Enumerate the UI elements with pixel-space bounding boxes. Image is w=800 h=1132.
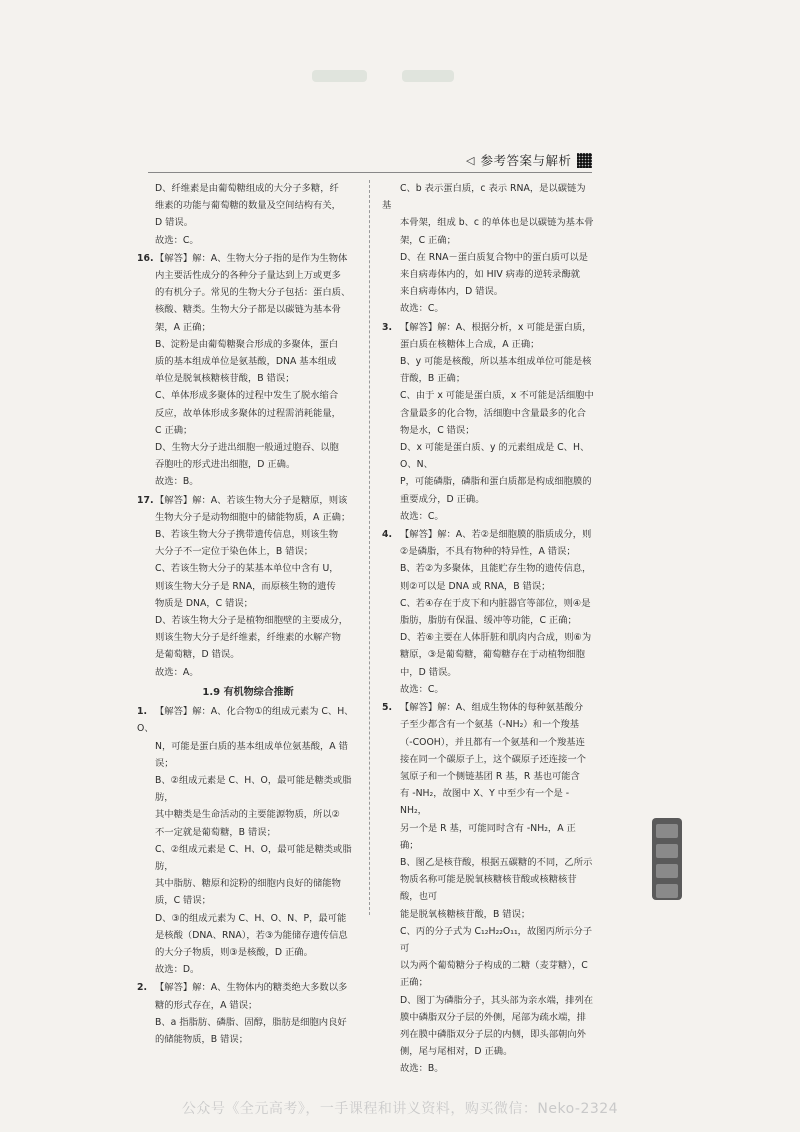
answer-line xyxy=(137,422,359,439)
answer-text: 物质是 DNA，C 错误； xyxy=(155,597,253,609)
header-rule xyxy=(148,172,592,173)
answer-text: D、③的组成元素为 C、H、O、N、P，最可能 xyxy=(155,912,347,924)
answer-line xyxy=(382,353,594,370)
answer-line xyxy=(137,232,359,249)
answer-line xyxy=(137,997,359,1014)
answer-text: 单位是脱氧核糖核苷酸，B 错误； xyxy=(155,373,295,385)
answer-text: 能是脱氧核糖核苷酸，B 错误； xyxy=(400,908,531,920)
answer-line xyxy=(382,957,594,974)
answer-line xyxy=(137,560,359,577)
answer-entry xyxy=(382,180,594,318)
answer-text: 物是水，C 错误； xyxy=(400,424,475,436)
answer-text: 列在膜中磷脂双分子层的内侧，即头部朝向外 xyxy=(400,1028,586,1040)
answer-line xyxy=(382,266,594,283)
header-title: 参考答案与解析 xyxy=(480,153,572,168)
answer-text: D、x 可能是蛋白质、y 的元素组成是 C、H、O、N、 xyxy=(400,442,590,471)
answer-text: 蛋白质在核糖体上合成，A 正确； xyxy=(400,338,540,350)
answer-text: D、图丁为磷脂分子，其头部为亲水端，排列在 xyxy=(400,994,594,1006)
answer-line xyxy=(382,473,594,490)
answer-line xyxy=(382,681,594,698)
answer-line xyxy=(137,595,359,612)
answer-line xyxy=(137,612,359,629)
answer-line xyxy=(382,923,594,957)
answer-text: 维素的功能与葡萄糖的数量及空间结构有关， xyxy=(155,200,341,212)
answer-text: P，可能磷脂，磷脂和蛋白质都是构成细胞膜的 xyxy=(400,476,592,488)
answer-entry xyxy=(382,319,594,525)
answer-entry xyxy=(382,699,594,1077)
answer-line xyxy=(137,336,359,353)
watermark-footer: 公众号《全元高考》，一手课程和讲义资料，购买微信：Neko-2324 xyxy=(181,1101,619,1117)
answer-line xyxy=(382,871,594,905)
answer-line xyxy=(137,1014,359,1031)
answer-text: D、在 RNA－蛋白质复合物中的蛋白质可以是 xyxy=(400,251,588,263)
answer-line xyxy=(382,646,594,663)
answer-text: 【解答】解：A、若②是细胞膜的脂质成分，则 xyxy=(400,529,592,541)
answer-text: 【解答】解：A、组成生物体的每种氨基酸分 xyxy=(400,702,584,714)
answer-line xyxy=(382,319,594,336)
answer-text: （-COOH），并且都有一个氨基和一个羧基连 xyxy=(400,736,585,748)
answer-line xyxy=(382,283,594,300)
answer-line xyxy=(382,1060,594,1077)
answer-text: 来自病毒体内，D 错误。 xyxy=(400,286,504,298)
answer-text: B、若②为多聚体，且能贮存生物的遗传信息， xyxy=(400,563,592,575)
answer-line xyxy=(137,267,359,284)
triangle-left-icon: ◁ xyxy=(466,153,475,167)
answer-text: 脂肪，脂肪有保温、缓冲等功能，C 正确； xyxy=(400,615,577,627)
answer-text: 故选：B。 xyxy=(155,476,199,488)
question-number: 5. xyxy=(382,702,393,714)
answer-line xyxy=(137,1031,359,1048)
answer-line xyxy=(382,1026,594,1043)
answer-line xyxy=(382,595,594,612)
answer-text: 重要成分，D 正确。 xyxy=(400,493,485,505)
answer-text: 核酸、糖类。生物大分子都是以碳链为基本骨 xyxy=(155,304,341,316)
answer-text: 大分子不一定位于染色体上，B 错误； xyxy=(155,546,314,558)
answer-text: 【解答】解：A、若该生物大分子是糖原，则该 xyxy=(155,494,348,506)
answer-line xyxy=(382,526,594,543)
answer-line xyxy=(382,422,594,439)
answer-line xyxy=(382,820,594,854)
answer-text: 是葡萄糖，D 错误。 xyxy=(155,649,240,661)
answer-text: B、图乙是核苷酸，根据五碳糖的不同，乙所示 xyxy=(400,856,593,868)
answer-text: C、由于 x 可能是蛋白质，x 不可能是活细胞中 xyxy=(400,390,594,402)
answer-line xyxy=(137,841,359,875)
answer-entry xyxy=(137,979,359,1048)
answer-text: 则②可以是 DNA 或 RNA，B 错误； xyxy=(400,580,551,592)
answer-line xyxy=(382,974,594,991)
answer-text: 正确； xyxy=(400,977,428,989)
answer-line xyxy=(137,526,359,543)
answer-text: 故选：C。 xyxy=(155,234,199,246)
answer-line xyxy=(137,578,359,595)
answer-line xyxy=(137,301,359,318)
answer-line xyxy=(382,405,594,422)
answer-text: 【解答】解：A、化合物①的组成元素为 C、H、O、 xyxy=(137,706,354,735)
answer-line xyxy=(137,284,359,301)
answer-text: 故选：A。 xyxy=(155,666,199,678)
answer-text: 吞胞吐的形式进出细胞，D 正确。 xyxy=(155,459,296,471)
answer-line xyxy=(137,806,359,823)
answer-text: C、丙的分子式为 C₁₂H₂₂O₁₁，故图丙所示分子可 xyxy=(400,925,593,954)
answer-text: 反应，故单体形成多聚体的过程需消耗能量， xyxy=(155,407,341,419)
answer-text: 内主要活性成分的各种分子量达到上万或更多 xyxy=(155,270,341,282)
answer-text: C、②组成元素是 C、H、O，最可能是糖类或脂肪， xyxy=(155,843,352,872)
answer-text: D 错误。 xyxy=(155,217,194,229)
page-header xyxy=(466,152,592,168)
answer-text: 膜中磷脂双分子层的外侧，尾部为疏水端，排 xyxy=(400,1011,586,1023)
answer-text: B、淀粉是由葡萄糖聚合形成的多聚体，蛋白 xyxy=(155,338,339,350)
answer-line xyxy=(137,473,359,490)
answer-line xyxy=(137,927,359,944)
question-number: 1. xyxy=(137,706,148,718)
answer-line xyxy=(137,180,359,197)
answer-text: 则该生物大分子是纤维素，纤维素的水解产物 xyxy=(155,632,341,644)
answer-line xyxy=(382,232,594,249)
answer-text: 本骨架，组成 b、c 的单体也是以碳链为基本骨 xyxy=(400,217,594,229)
answer-text: 架，C 正确； xyxy=(400,234,456,246)
answer-line xyxy=(137,387,359,404)
left-column xyxy=(137,180,359,1049)
answer-line xyxy=(137,664,359,681)
answer-line xyxy=(382,768,594,785)
answer-line xyxy=(382,439,594,473)
answer-line xyxy=(382,543,594,560)
answer-line xyxy=(382,370,594,387)
answer-line xyxy=(382,1009,594,1026)
question-number: 17. xyxy=(137,494,154,506)
answer-text: 的有机分子。常见的生物大分子包括：蛋白质、 xyxy=(155,287,351,299)
answer-line xyxy=(137,961,359,978)
answer-text: 质的基本组成单位是氨基酸，DNA 基本组成 xyxy=(155,356,337,368)
answer-line xyxy=(382,629,594,646)
answer-line xyxy=(382,336,594,353)
answer-text: 【解答】解：A、根据分析，x 可能是蛋白质， xyxy=(400,321,592,333)
answer-line xyxy=(137,405,359,422)
answer-entry xyxy=(137,250,359,491)
answer-line xyxy=(382,734,594,751)
answer-text: 糖的形式存在，A 错误； xyxy=(155,999,258,1011)
answer-text: 质，C 错误； xyxy=(155,895,211,907)
answer-text: 故选：D。 xyxy=(155,964,200,976)
answer-text: 不一定就是葡萄糖，B 错误； xyxy=(155,826,276,838)
section-title: 1.9 有机物综合推断 xyxy=(202,686,294,698)
answer-text: B、②组成元素是 C、H、O，最可能是糖类或脂肪， xyxy=(155,774,352,804)
answer-line xyxy=(137,197,359,214)
answer-text: 的储能物质，B 错误； xyxy=(155,1033,249,1045)
answer-text: 糖原，③是葡萄糖，葡萄糖存在于动植物细胞 xyxy=(400,649,585,661)
answer-line xyxy=(382,699,594,716)
answer-text: 含量最多的化合物，活细胞中含量最多的化合 xyxy=(400,407,586,419)
answer-line xyxy=(382,854,594,871)
answer-line xyxy=(382,785,594,819)
answer-line xyxy=(137,370,359,387)
answer-line xyxy=(137,703,359,737)
answer-text: D、若⑥主要在人体肝脏和肌肉内合成，则⑥为 xyxy=(400,632,592,644)
answer-text: B、y 可能是核酸，所以基本组成单位可能是核 xyxy=(400,356,592,368)
answer-line xyxy=(137,629,359,646)
answer-line xyxy=(137,824,359,841)
question-number: 2. xyxy=(137,982,148,994)
answer-text: 有 -NH₂，故图中 X、Y 中至少有一个是 -NH₂， xyxy=(400,788,570,817)
answer-line xyxy=(137,944,359,961)
answer-text: 苷酸，B 正确； xyxy=(400,373,466,385)
answer-text: B、a 指脂肪、磷脂、固醇，脂肪是细胞内良好 xyxy=(155,1016,347,1028)
answer-text: B、若该生物大分子携带遗传信息，则该生物 xyxy=(155,529,339,541)
answer-line xyxy=(382,751,594,768)
answer-line xyxy=(382,1043,594,1060)
answer-line xyxy=(137,250,359,267)
answer-line xyxy=(382,214,594,231)
question-number: 4. xyxy=(382,529,393,541)
answer-line xyxy=(137,543,359,560)
answer-text: 其中糖类是生命活动的主要能源物质，所以② xyxy=(155,809,340,821)
answer-line xyxy=(382,992,594,1009)
answer-line xyxy=(382,508,594,525)
answer-text: 中，D 错误。 xyxy=(400,666,457,678)
answer-text: 是核酸（DNA、RNA），若③为能储存遗传信息 xyxy=(155,929,348,941)
answer-text: 物质名称可能是脱氧核糖核苷酸或核糖核苷酸，也可 xyxy=(400,874,577,903)
answer-text: 接在同一个碳原子上，这个碳原子还连接一个 xyxy=(400,753,586,765)
answer-text: 的大分子物质，则③是核酸，D 正确。 xyxy=(155,946,313,958)
answer-entry xyxy=(137,180,359,249)
answer-line xyxy=(382,300,594,317)
answer-text: N，可能是蛋白质的基本组成单位氨基酸，A 错误； xyxy=(155,740,348,769)
scan-bleed-mark-left xyxy=(312,70,367,82)
answer-line xyxy=(382,387,594,404)
answer-line xyxy=(382,560,594,577)
answer-line xyxy=(137,910,359,927)
answer-line xyxy=(382,180,594,214)
answer-line xyxy=(137,875,359,892)
answer-text: 【解答】解：A、生物体内的糖类绝大多数以多 xyxy=(155,982,348,994)
answer-text: 侧，尾与尾相对，D 正确。 xyxy=(400,1046,513,1058)
answer-line xyxy=(137,772,359,806)
answer-text: 则该生物大分子是 RNA，而原核生物的遗传 xyxy=(155,580,336,592)
answer-entry xyxy=(382,526,594,698)
answer-text: 故选：C。 xyxy=(400,303,444,315)
answer-line xyxy=(382,249,594,266)
column-divider xyxy=(369,180,370,915)
answer-text: 故选：C。 xyxy=(400,683,444,695)
answer-text: 另一个是 R 基，可能同时含有 -NH₂，A 正确； xyxy=(400,822,576,851)
answer-line xyxy=(137,456,359,473)
answer-line xyxy=(382,578,594,595)
answer-text: C、b 表示蛋白质，c 表示 RNA，是以碳链为基 xyxy=(382,183,586,212)
answer-line xyxy=(137,892,359,909)
qr-code-icon xyxy=(577,153,592,168)
answer-text: C、若该生物大分子的某基本单位中含有 U， xyxy=(155,563,339,575)
answer-text: C 正确； xyxy=(155,424,193,436)
answer-entry xyxy=(137,703,359,978)
answer-line xyxy=(137,319,359,336)
answer-text: 生物大分子是动物细胞中的储能物质，A 正确； xyxy=(155,511,351,523)
answer-text: D、生物大分子进出细胞一般通过胞吞、以胞 xyxy=(155,442,339,454)
answer-line xyxy=(137,509,359,526)
answer-line xyxy=(382,612,594,629)
answer-text: ②是磷脂，不具有物种的特异性，A 错误； xyxy=(400,546,576,558)
answer-line xyxy=(137,492,359,509)
answer-line xyxy=(382,491,594,508)
answer-text: 以为两个葡萄糖分子构成的二糖（麦芽糖），C xyxy=(400,960,588,972)
scan-bleed-mark-right xyxy=(402,70,454,82)
answer-line xyxy=(137,214,359,231)
chapter-edge-tab xyxy=(652,818,682,900)
answer-line xyxy=(137,439,359,456)
answer-line xyxy=(137,979,359,996)
answer-line xyxy=(382,716,594,733)
answer-line xyxy=(137,353,359,370)
answer-text: C、单体形成多聚体的过程中发生了脱水缩合 xyxy=(155,390,339,402)
question-number: 3. xyxy=(382,321,393,333)
answer-line xyxy=(137,738,359,772)
answer-text: 架，A 正确； xyxy=(155,321,211,333)
answer-text: 其中脂肪、糖原和淀粉的细胞内良好的储能物 xyxy=(155,878,341,890)
answer-text: 来自病毒体内的，如 HIV 病毒的逆转录酶就 xyxy=(400,269,581,281)
answer-text: 故选：C。 xyxy=(400,510,444,522)
answer-text: D、若该生物大分子是植物细胞壁的主要成分， xyxy=(155,615,349,627)
answer-text: C、若④存在于皮下和内脏器官等部位，则④是 xyxy=(400,597,591,609)
answer-entry xyxy=(137,492,359,681)
answer-text: D、纤维素是由葡萄糖组成的大分子多糖，纤 xyxy=(155,183,339,194)
answer-text: 子至少都含有一个氨基（-NH₂）和一个羧基 xyxy=(400,719,580,731)
answer-line xyxy=(137,646,359,663)
answer-line xyxy=(382,664,594,681)
answer-text: 氢原子和一个侧链基团 R 基，R 基也可能含 xyxy=(400,770,580,782)
answer-text: 【解答】解：A、生物大分子指的是作为生物体 xyxy=(155,252,348,264)
answer-text: 故选：B。 xyxy=(400,1063,444,1075)
right-column xyxy=(382,180,594,1079)
question-number: 16. xyxy=(137,252,154,264)
answer-line xyxy=(382,906,594,923)
